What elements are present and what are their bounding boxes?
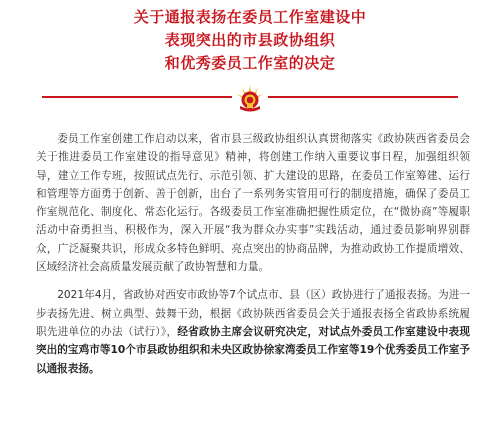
paragraph-2 bbox=[36, 286, 470, 377]
paragraph-2-decision: 经省政协主席会议研究决定，对试点外委员工作室建设中表现突出的宝鸡市等10个市县政协组织和未央区政协徐家湾委员工作室等19个优秀委员工作室予以通报表扬。 bbox=[36, 325, 471, 375]
document-title bbox=[0, 6, 500, 75]
title-line-2: 表现突出的市县政协组织 bbox=[164, 31, 336, 49]
title-line-1: 关于通报表扬在委员工作室建设中 bbox=[133, 8, 367, 26]
paragraph-2-text: 2021年4月，省政协对西安市政协等7个试点市、县（区）政协进行了通报表扬。为进一步表扬先进、树立典型、鼓舞干劲，根据《政协陕西省委员会关于通报表扬全省政协系统履职先进单位的办法（试行）》， bbox=[36, 289, 470, 338]
divider-left bbox=[42, 96, 232, 98]
cppcc-emblem-icon bbox=[234, 84, 266, 112]
paragraph-1: 委员工作室创建工作启动以来，省市县三级政协组织认真贯彻落实《政协陕西省委员会关于推进委员工作室建设的指导意见》精神，将创建工作纳入重要议事日程，加强组织领导，建立工作专班，按照试点先行、示范引领、扩大建设的思路，在委员工作室筹建、运行和管理等方面勇于创新、善于创新，出台了一系列务实管用可行的制度措施，确保了委员工作室规范化、制度化、常态化运行。各级委员工作室准确把握性质定位，在“微协商”等履职活动中奋勇担当、积极作为，深入开展“我为群众办实事”实践活动，通过委员影响界别群众，广泛凝聚共识，形成众多特色鲜明、亮点突出的协商品牌，为推动政协工作提质增效、区域经济社会高质量发展贡献了政协智慧和力量。 bbox=[36, 133, 470, 274]
document-body bbox=[36, 130, 470, 378]
title-line-3: 和优秀委员工作室的决定 bbox=[164, 54, 336, 72]
divider-right bbox=[268, 96, 458, 98]
